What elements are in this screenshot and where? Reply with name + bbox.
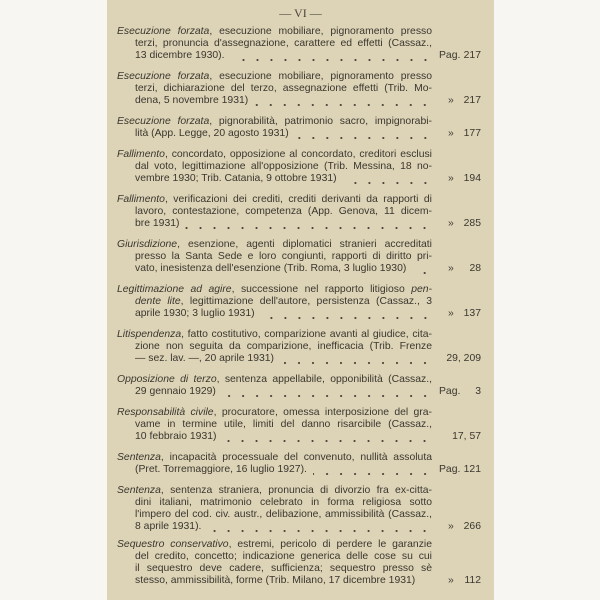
page-reference xyxy=(439,50,481,62)
page-ref-prefix: » xyxy=(448,521,454,532)
page-reference xyxy=(439,575,481,587)
line-text xyxy=(135,95,248,107)
page-reference xyxy=(439,431,481,443)
entry-text: 13 dicembre 1930). xyxy=(135,50,225,61)
entry-text: , sentenza appellabile, opponibilità (Cassaz., xyxy=(216,374,432,385)
page-reference xyxy=(439,353,481,365)
page-ref-number: 194 xyxy=(463,173,481,184)
dot-leader xyxy=(295,128,432,140)
page-ref-number: 177 xyxy=(463,128,481,139)
entry-heading: Giurisdizione xyxy=(117,239,178,250)
entry-line xyxy=(117,239,432,251)
page-ref-number: 217 xyxy=(463,50,481,61)
entry-text: presso la Santa Sede e loro congiunti, rapporti di diritto pri- xyxy=(135,251,432,262)
page-reference xyxy=(439,308,481,320)
entry-text: , incapacità processuale del convenuto, nullità assoluta xyxy=(160,452,432,463)
line-text xyxy=(117,407,432,418)
page-ref-number: 121 xyxy=(463,464,481,475)
entry-line xyxy=(135,161,432,173)
entry-text: , successione nel rapporto litigioso xyxy=(231,284,412,295)
page-reference xyxy=(439,521,481,533)
line-text xyxy=(135,497,432,508)
dot-leader xyxy=(207,521,432,533)
entry-line xyxy=(135,251,432,263)
entry-text: bre 1931) xyxy=(135,218,180,229)
entry-line xyxy=(135,296,432,308)
entry-text: vembre 1930; Trib. Catania, 9 ottobre 1931) xyxy=(135,173,337,184)
line-text xyxy=(117,149,432,160)
line-text xyxy=(135,218,179,230)
entry-line xyxy=(117,26,432,38)
line-text xyxy=(117,26,432,37)
index-entry xyxy=(117,485,487,533)
page-ref-prefix: » xyxy=(448,218,454,229)
entry-last-line xyxy=(135,464,432,476)
entry-text: (Pret. Torremaggiore, 16 luglio 1927). xyxy=(135,464,307,475)
dot-leader xyxy=(261,308,432,320)
index-entry xyxy=(117,26,487,62)
line-text xyxy=(135,521,201,533)
index-entry xyxy=(117,239,487,275)
entry-text: il sequestro deve cadere, sufficienza; sequestro presso sè xyxy=(135,563,432,574)
entry-text: dini italiani, matrimonio celebrato in forma religiosa sotto xyxy=(135,497,432,508)
entry-text: , fatto costitutivo, comparizione avanti al giudice, cita- xyxy=(181,329,432,340)
entry-line xyxy=(135,38,432,50)
line-text xyxy=(117,485,432,496)
page-ref-number: 112 xyxy=(464,575,481,586)
line-text xyxy=(135,161,432,172)
entry-text: — sez. lav. —, 20 aprile 1931) xyxy=(135,353,274,364)
page-ref-prefix: » xyxy=(448,263,454,274)
page-ref-prefix: Pag. xyxy=(439,50,461,61)
entry-text: zione non seguita da comparizione, inefficacia (Trib. Frenze xyxy=(135,341,432,352)
page-ref-number: 137 xyxy=(463,308,481,319)
entry-line xyxy=(117,539,432,551)
page-ref-number: 266 xyxy=(463,521,481,532)
page-ref-prefix: Pag. xyxy=(439,386,461,397)
entry-text: terzi, pronuncia d'assegnazione, carattere ed effetti (Cassaz., xyxy=(135,38,432,49)
entry-last-line xyxy=(135,386,432,398)
page-ref-prefix: » xyxy=(448,128,454,139)
dot-leader xyxy=(222,386,432,398)
entry-text: vato, inesistenza dell'esenzione (Trib. Roma, 3 luglio 1930) xyxy=(135,263,407,274)
entry-text: 8 aprile 1931). xyxy=(135,521,202,532)
page-ref-number: 17, 57 xyxy=(452,431,481,442)
entry-text: 10 febbraio 1931) xyxy=(135,431,217,442)
entry-line xyxy=(117,452,432,464)
entry-text: dena, 5 novembre 1931) xyxy=(135,95,249,106)
entry-line xyxy=(117,485,432,497)
entry-text: aprile 1930; 3 luglio 1931) xyxy=(135,308,255,319)
entry-text: , esecuzione mobiliare, pignoramento presso xyxy=(209,71,432,82)
entry-last-line xyxy=(135,218,432,230)
entry-line xyxy=(135,419,432,431)
entry-line xyxy=(135,341,432,353)
entry-line xyxy=(135,563,432,575)
dot-leader xyxy=(313,464,432,476)
page-reference xyxy=(439,128,481,140)
page-ref-number: 217 xyxy=(463,95,481,106)
entry-text: vame in termine utile, limiti del danno risarcibile (Cassaz., xyxy=(135,419,432,430)
entry-line xyxy=(117,116,432,128)
page-reference xyxy=(439,263,481,275)
page-ref-prefix: » xyxy=(448,575,454,586)
entry-text: , procuratore, omessa interposizione del gra- xyxy=(213,407,432,418)
entry-last-line xyxy=(135,308,432,320)
page-ref-prefix: » xyxy=(448,308,454,319)
dot-leader xyxy=(185,218,432,230)
entry-heading: Esecuzione forzata xyxy=(117,71,210,82)
page-ref-prefix: » xyxy=(448,173,454,184)
entry-heading: Opposizione di terzo xyxy=(117,374,217,385)
entry-text: , esenzione, agenti diplomatici stranieri accreditati xyxy=(177,239,432,250)
entry-text: dal voto, legittimazione all'opposizione (Trib. Messina, 18 no- xyxy=(135,161,432,172)
line-text xyxy=(117,329,432,340)
entry-heading: Sentenza xyxy=(117,452,161,463)
dot-leader xyxy=(421,575,432,587)
line-text xyxy=(117,194,432,205)
dot-leader xyxy=(231,50,432,62)
page-reference xyxy=(439,464,481,476)
entry-text: , estremi, pericolo di perdere le garanzie xyxy=(228,539,432,550)
entry-last-line xyxy=(135,128,432,140)
line-text xyxy=(135,50,225,62)
line-text xyxy=(135,341,432,352)
entry-last-line xyxy=(135,263,432,275)
line-text xyxy=(135,251,432,262)
page-reference xyxy=(439,173,481,185)
line-text xyxy=(135,563,432,574)
entry-heading: Esecuzione forzata xyxy=(117,26,210,37)
dot-leader xyxy=(280,353,432,365)
entry-heading: Sentenza xyxy=(117,485,161,496)
page-reference xyxy=(439,95,481,107)
entry-text: terzi, dichiarazione del terzo, assegnazione effetti (Trib. Mo- xyxy=(135,83,432,94)
page-ref-number: 29, 209 xyxy=(446,353,481,364)
page-number-header: — VI — xyxy=(279,6,322,20)
line-text xyxy=(135,83,432,94)
index-entry xyxy=(117,329,487,365)
entry-text: , esecuzione mobiliare, pignoramento presso xyxy=(209,26,432,37)
page-reference xyxy=(439,218,481,230)
line-text xyxy=(117,284,432,295)
entry-text: lità (App. Legge, 20 agosto 1931) xyxy=(135,128,289,139)
line-text xyxy=(135,551,432,562)
entry-last-line xyxy=(135,521,432,533)
entry-last-line xyxy=(135,431,432,443)
entry-heading: Fallimento xyxy=(117,194,165,205)
entry-line xyxy=(117,407,432,419)
line-text xyxy=(117,71,432,82)
line-text xyxy=(135,263,406,275)
line-text xyxy=(135,575,415,587)
entry-line xyxy=(117,194,432,206)
index-entry xyxy=(117,71,487,107)
page-ref-number: 28 xyxy=(469,263,481,274)
line-text xyxy=(135,308,255,320)
dot-leader xyxy=(222,431,432,443)
entry-line xyxy=(135,497,432,509)
index-entry xyxy=(117,284,487,320)
document-page xyxy=(107,0,494,600)
entry-last-line xyxy=(135,575,432,587)
entry-text: stesso, ammissibilità, forme (Trib. Milano, 17 dicembre 1931) xyxy=(135,575,416,586)
entry-text: 29 gennaio 1929) xyxy=(135,386,216,397)
entry-heading: Fallimento xyxy=(117,149,165,160)
line-text xyxy=(135,353,274,365)
line-text xyxy=(135,38,432,49)
entry-last-line xyxy=(135,95,432,107)
line-text xyxy=(135,509,432,520)
entry-text: , pignorabilità, patrimonio sacro, impignorabi- xyxy=(209,116,432,127)
entry-line xyxy=(135,83,432,95)
index-entry xyxy=(117,539,487,587)
entry-text: lavoro, contestazione, competenza (App. Genova, 11 dicem- xyxy=(135,206,432,217)
page-ref-prefix: » xyxy=(448,95,454,106)
entry-line xyxy=(117,329,432,341)
index-entry xyxy=(117,374,487,398)
dot-leader xyxy=(412,263,432,275)
line-text xyxy=(135,464,307,476)
entry-text: , sentenza straniera, pronuncia di divorzio fra ex-citta- xyxy=(160,485,432,496)
page-ref-number: 3 xyxy=(475,386,481,397)
index-entry xyxy=(117,194,487,230)
line-text xyxy=(135,206,432,217)
line-text xyxy=(117,374,432,385)
entry-line xyxy=(117,71,432,83)
page-reference xyxy=(439,386,481,398)
entry-line xyxy=(135,551,432,563)
page-ref-prefix: Pag. xyxy=(439,464,461,475)
index-entry xyxy=(117,116,487,140)
line-text xyxy=(135,296,432,307)
line-text xyxy=(135,128,289,140)
index-entry xyxy=(117,452,487,476)
entry-text: l'impero del cod. civ. austr., delibazione, ammissibilità (Cassaz., xyxy=(135,509,432,520)
entry-heading: Legittimazione ad agire xyxy=(117,284,232,295)
entry-line xyxy=(117,374,432,386)
dot-leader xyxy=(254,95,432,107)
line-text xyxy=(135,431,216,443)
entry-heading: Esecuzione forzata xyxy=(117,116,210,127)
entry-last-line xyxy=(135,353,432,365)
entry-last-line xyxy=(135,50,432,62)
line-text xyxy=(117,116,432,127)
entry-line xyxy=(135,206,432,218)
index-entry xyxy=(117,407,487,443)
entry-text: , concordato, opposizione al concordato, creditori esclusi xyxy=(164,149,432,160)
line-text xyxy=(135,386,216,398)
entry-line xyxy=(135,509,432,521)
line-text xyxy=(117,452,432,463)
entry-heading: pen- xyxy=(411,284,432,295)
entry-line xyxy=(117,284,432,296)
entry-line xyxy=(117,149,432,161)
index-entry xyxy=(117,149,487,185)
page-ref-number: 285 xyxy=(463,218,481,229)
line-text xyxy=(135,173,337,185)
entry-text: del credito, concetto; indicazione generica delle cose su cui xyxy=(135,551,432,562)
entry-heading: Responsabilità civile xyxy=(117,407,214,418)
entry-text: , legittimazione dell'autore, persistenza (Cassaz., 3 xyxy=(180,296,432,307)
entry-last-line xyxy=(135,173,432,185)
entry-text: , verificazioni dei crediti, crediti derivanti da rapporti di xyxy=(164,194,432,205)
entry-heading: Litispendenza xyxy=(117,329,182,340)
line-text xyxy=(135,419,432,430)
line-text xyxy=(117,239,432,250)
dot-leader xyxy=(343,173,432,185)
entry-heading: dente lite xyxy=(135,296,181,307)
entry-heading: Sequestro conservativo xyxy=(117,539,229,550)
line-text xyxy=(117,539,432,550)
